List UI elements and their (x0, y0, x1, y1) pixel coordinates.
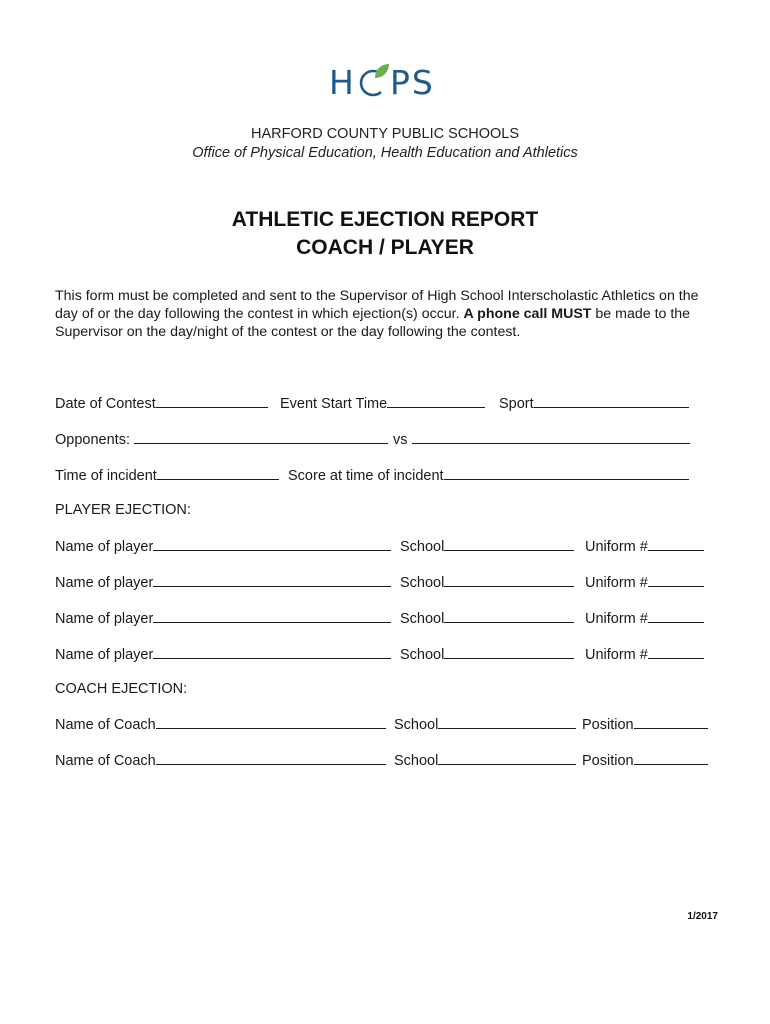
sport-field[interactable] (499, 395, 689, 412)
player-uniform-line[interactable] (648, 646, 704, 659)
opponents-label: Opponents: (55, 432, 134, 448)
coach-school-field[interactable] (394, 716, 576, 733)
intro-text-2: be made to the Supervisor on the day/night of the contest or the day following the contest. (55, 306, 691, 340)
date-of-contest-line[interactable] (156, 395, 268, 408)
player-school-label: School (400, 575, 445, 591)
coach-name-field[interactable] (55, 716, 386, 733)
player-school-label: School (400, 539, 445, 555)
coach-name-label: Name of Coach (55, 717, 156, 733)
player-name-label: Name of player (55, 575, 154, 591)
date-of-contest-label: Date of Contest (55, 396, 156, 412)
player-school-line[interactable] (444, 610, 574, 623)
coach-position-line[interactable] (634, 752, 708, 765)
score-field[interactable] (288, 467, 689, 484)
player-name-field[interactable] (55, 538, 391, 555)
player-name-line[interactable] (153, 538, 391, 551)
title-line-1: ATHLETIC EJECTION REPORT (231, 208, 539, 231)
score-label: Score at time of incident (288, 468, 444, 484)
coach-position-field[interactable] (582, 716, 708, 733)
logo-text-ps: PS (390, 63, 435, 100)
player-uniform-field[interactable] (585, 538, 704, 555)
coach-name-line[interactable] (156, 752, 386, 765)
logo-text-h: H (329, 63, 356, 100)
player-name-line[interactable] (153, 574, 391, 587)
player-name-field[interactable] (55, 610, 391, 627)
player-name-label: Name of player (55, 611, 154, 627)
player-uniform-field[interactable] (585, 574, 704, 591)
player-name-label: Name of player (55, 539, 154, 555)
opponents-line-1[interactable] (134, 431, 388, 444)
intro-bold-notice: A phone call MUST (463, 306, 592, 322)
player-name-field[interactable] (55, 646, 391, 663)
player-school-field[interactable] (400, 574, 574, 591)
time-of-incident-field[interactable] (55, 467, 279, 484)
player-uniform-label: Uniform # (585, 611, 648, 627)
sport-line[interactable] (534, 395, 689, 408)
date-of-contest-field[interactable] (55, 395, 268, 412)
event-start-time-label: Event Start Time (280, 396, 388, 412)
coach-school-label: School (394, 717, 439, 733)
player-school-label: School (400, 647, 445, 663)
event-start-time-field[interactable] (280, 395, 485, 412)
player-school-line[interactable] (444, 538, 574, 551)
player-school-label: School (400, 611, 445, 627)
coach-ejection-heading: COACH EJECTION: (55, 681, 188, 697)
player-uniform-label: Uniform # (585, 647, 648, 663)
coach-school-line[interactable] (438, 752, 576, 765)
document-title (0, 206, 770, 262)
coach-position-label: Position (582, 753, 634, 769)
player-uniform-field[interactable] (585, 610, 704, 627)
player-name-line[interactable] (153, 610, 391, 623)
title-line-2: COACH / PLAYER (296, 236, 474, 259)
org-name: HARFORD COUNTY PUBLIC SCHOOLS (250, 126, 520, 142)
intro-text-1: This form must be completed and sent to the Supervisor of High School Interscholastic Athletics on the day of or the day following the contest in which ejection(s) occur. (55, 288, 699, 322)
player-uniform-line[interactable] (648, 610, 704, 623)
coach-school-line[interactable] (438, 716, 576, 729)
player-school-line[interactable] (444, 646, 574, 659)
leaf-icon (375, 64, 389, 78)
player-name-line[interactable] (153, 646, 391, 659)
player-uniform-field[interactable] (585, 646, 704, 663)
coach-position-label: Position (582, 717, 634, 733)
time-of-incident-label: Time of incident (55, 468, 157, 484)
player-school-line[interactable] (444, 574, 574, 587)
time-of-incident-line[interactable] (157, 467, 279, 480)
coach-position-field[interactable] (582, 752, 708, 769)
coach-school-label: School (394, 753, 439, 769)
revision-date: 1/2017 (687, 911, 718, 922)
score-line[interactable] (444, 467, 689, 480)
event-start-time-line[interactable] (387, 395, 485, 408)
player-uniform-label: Uniform # (585, 539, 648, 555)
player-name-label: Name of player (55, 647, 154, 663)
player-uniform-line[interactable] (648, 538, 704, 551)
opponents-line-2[interactable] (412, 431, 690, 444)
opponents-field[interactable] (55, 431, 388, 448)
player-ejection-heading: PLAYER EJECTION: (55, 502, 191, 518)
player-school-field[interactable] (400, 610, 574, 627)
vs-label: vs (393, 432, 412, 448)
sport-label: Sport (499, 396, 534, 412)
coach-name-label: Name of Coach (55, 753, 156, 769)
player-uniform-label: Uniform # (585, 575, 648, 591)
vs-field[interactable] (393, 431, 690, 448)
coach-name-line[interactable] (156, 716, 386, 729)
player-school-field[interactable] (400, 538, 574, 555)
coach-school-field[interactable] (394, 752, 576, 769)
player-school-field[interactable] (400, 646, 574, 663)
player-uniform-line[interactable] (648, 574, 704, 587)
coach-position-line[interactable] (634, 716, 708, 729)
player-name-field[interactable] (55, 574, 391, 591)
intro-paragraph (55, 287, 725, 341)
coach-name-field[interactable] (55, 752, 386, 769)
org-office: Office of Physical Education, Health Education and Athletics (192, 145, 578, 161)
hcps-logo (329, 60, 441, 100)
